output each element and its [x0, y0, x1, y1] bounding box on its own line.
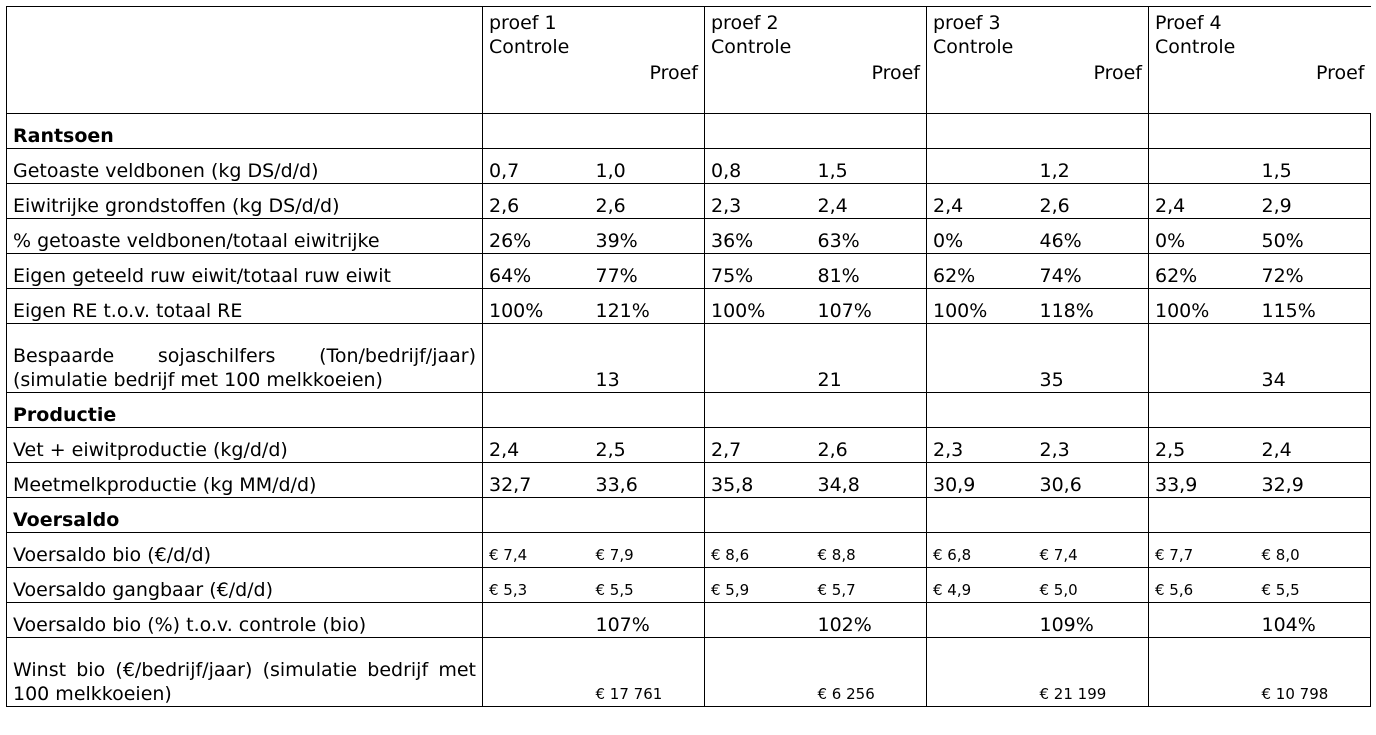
row-label: Vet + eiwitproductie (kg/d/d) [7, 428, 483, 463]
proef-value-cell: 33,6 [590, 463, 705, 498]
controle-value-cell [927, 603, 1034, 638]
proef-value-cell: 2,9 [1256, 184, 1371, 219]
controle-value-cell: 100% [1149, 289, 1256, 324]
row-label: % getoaste veldbonen/totaal eiwitrijke [7, 219, 483, 254]
proef-value-cell: € 8,0 [1256, 533, 1371, 568]
header-subtitle: Controle [933, 36, 1014, 58]
proef-value-cell: € 5,5 [590, 568, 705, 603]
controle-value-cell: 62% [927, 254, 1034, 289]
controle-value-cell: 2,4 [483, 428, 590, 463]
section-title: Rantsoen [7, 114, 483, 149]
proef-value-cell: 50% [1256, 219, 1371, 254]
empty-cell [1149, 114, 1371, 149]
proef-value-cell: € 8,8 [812, 533, 927, 568]
controle-value-cell: 2,6 [483, 184, 590, 219]
controle-value-cell: 30,9 [927, 463, 1034, 498]
empty-cell [705, 393, 927, 428]
table-row [7, 219, 1371, 254]
proef-value-cell: € 6 256 [812, 638, 927, 707]
controle-value-cell: € 5,6 [1149, 568, 1256, 603]
empty-cell [483, 114, 705, 149]
controle-value-cell [1149, 638, 1256, 707]
header-subtitle: Controle [711, 36, 792, 58]
section-title: Productie [7, 393, 483, 428]
proef-value-cell: 107% [590, 603, 705, 638]
proef-value-cell: € 7,9 [590, 533, 705, 568]
controle-value-cell [927, 324, 1034, 393]
controle-value-cell [927, 149, 1034, 184]
empty-cell [1149, 498, 1371, 533]
header-label-cell [7, 7, 483, 114]
proef-value-cell: 1,5 [1256, 149, 1371, 184]
controle-value-cell: 0% [1149, 219, 1256, 254]
controle-value-cell [1149, 324, 1256, 393]
controle-value-cell: € 7,4 [483, 533, 590, 568]
proef-value-cell: € 21 199 [1034, 638, 1149, 707]
header-title: proef 2 [711, 12, 779, 34]
proef-value-cell: € 17 761 [590, 638, 705, 707]
header-title: proef 3 [933, 12, 1001, 34]
controle-value-cell: 64% [483, 254, 590, 289]
row-label: Winst bio (€/bedrijf/jaar) (simulatie bedrijf met 100 melkkoeien) [7, 638, 483, 707]
proef-value-cell: 2,4 [1256, 428, 1371, 463]
header-row [7, 7, 1371, 114]
proef-value-cell: 74% [1034, 254, 1149, 289]
table-row [7, 428, 1371, 463]
controle-value-cell: € 4,9 [927, 568, 1034, 603]
empty-cell [483, 393, 705, 428]
controle-value-cell: 35,8 [705, 463, 812, 498]
controle-value-cell: 36% [705, 219, 812, 254]
proef-value-cell: 2,6 [812, 428, 927, 463]
proef-value-cell: € 10 798 [1256, 638, 1371, 707]
table-row [7, 568, 1371, 603]
controle-value-cell: 100% [483, 289, 590, 324]
table-row [7, 149, 1371, 184]
table-row [7, 533, 1371, 568]
controle-value-cell: 100% [705, 289, 812, 324]
proef-value-cell: 81% [812, 254, 927, 289]
proef-value-cell: 1,5 [812, 149, 927, 184]
controle-value-cell [483, 638, 590, 707]
header-title: proef 1 [489, 12, 557, 34]
controle-value-cell: 2,5 [1149, 428, 1256, 463]
proef-value-cell: 21 [812, 324, 927, 393]
controle-value-cell: € 6,8 [927, 533, 1034, 568]
table-row [7, 254, 1371, 289]
table-row [7, 603, 1371, 638]
proef-value-cell: 35 [1034, 324, 1149, 393]
table-row [7, 184, 1371, 219]
controle-value-cell [705, 638, 812, 707]
proef-value-cell: 121% [590, 289, 705, 324]
proef-value-cell: 77% [590, 254, 705, 289]
controle-value-cell [1149, 603, 1256, 638]
proef-value-cell: 2,6 [590, 184, 705, 219]
proef-value-cell: € 5,7 [812, 568, 927, 603]
controle-value-cell: 100% [927, 289, 1034, 324]
proef-value-cell: 102% [812, 603, 927, 638]
proef-value-cell: € 7,4 [1034, 533, 1149, 568]
proef-value-cell: 34 [1256, 324, 1371, 393]
table-body [7, 7, 1371, 707]
proef-value-cell: € 5,0 [1034, 568, 1149, 603]
table-row [7, 463, 1371, 498]
controle-value-cell: 75% [705, 254, 812, 289]
header-proef: Proef [1315, 62, 1365, 84]
section-title: Voersaldo [7, 498, 483, 533]
proef-value-cell: 30,6 [1034, 463, 1149, 498]
controle-value-cell: € 5,9 [705, 568, 812, 603]
table-row [7, 324, 1371, 393]
header-subtitle: Controle [489, 36, 570, 58]
header-subtitle: Controle [1155, 36, 1236, 58]
empty-cell [1149, 393, 1371, 428]
header-proef: Proef [871, 62, 920, 84]
controle-value-cell: 2,3 [927, 428, 1034, 463]
proef-value-cell: 32,9 [1256, 463, 1371, 498]
controle-value-cell: € 7,7 [1149, 533, 1256, 568]
section-row [7, 498, 1371, 533]
empty-cell [927, 393, 1149, 428]
controle-value-cell: 62% [1149, 254, 1256, 289]
controle-value-cell [705, 603, 812, 638]
controle-value-cell: 32,7 [483, 463, 590, 498]
proef-value-cell: 2,4 [812, 184, 927, 219]
proef-value-cell: 118% [1034, 289, 1149, 324]
row-label: Voersaldo bio (%) t.o.v. controle (bio) [7, 603, 483, 638]
controle-value-cell: 26% [483, 219, 590, 254]
empty-cell [483, 498, 705, 533]
controle-value-cell [1149, 149, 1256, 184]
controle-value-cell: 0,8 [705, 149, 812, 184]
header-title: Proef 4 [1155, 12, 1222, 34]
controle-value-cell: € 8,6 [705, 533, 812, 568]
proef-value-cell: 107% [812, 289, 927, 324]
table-row [7, 289, 1371, 324]
proef-value-cell: 46% [1034, 219, 1149, 254]
empty-cell [705, 114, 927, 149]
proef-value-cell: 2,5 [590, 428, 705, 463]
empty-cell [705, 498, 927, 533]
proef-value-cell: 72% [1256, 254, 1371, 289]
row-label: Eigen geteeld ruw eiwit/totaal ruw eiwit [7, 254, 483, 289]
proef-value-cell: 13 [590, 324, 705, 393]
controle-value-cell [705, 324, 812, 393]
controle-value-cell: 33,9 [1149, 463, 1256, 498]
proef-value-cell: 1,0 [590, 149, 705, 184]
row-label: Eigen RE t.o.v. totaal RE [7, 289, 483, 324]
section-row [7, 114, 1371, 149]
table-row [7, 638, 1371, 707]
proef-value-cell: 1,2 [1034, 149, 1149, 184]
proef-value-cell: 104% [1256, 603, 1371, 638]
controle-value-cell: 2,4 [927, 184, 1034, 219]
controle-value-cell: 2,4 [1149, 184, 1256, 219]
row-label: Meetmelkproductie (kg MM/d/d) [7, 463, 483, 498]
proef-value-cell: 34,8 [812, 463, 927, 498]
empty-cell [927, 114, 1149, 149]
row-label: Eiwitrijke grondstoffen (kg DS/d/d) [7, 184, 483, 219]
row-label: Voersaldo bio (€/d/d) [7, 533, 483, 568]
controle-value-cell: 2,3 [705, 184, 812, 219]
row-label: Voersaldo gangbaar (€/d/d) [7, 568, 483, 603]
proef-value-cell: 2,6 [1034, 184, 1149, 219]
header-proef: Proef [1093, 62, 1142, 84]
results-table [6, 6, 1371, 707]
controle-value-cell [927, 638, 1034, 707]
proef-value-cell: 63% [812, 219, 927, 254]
row-label: Getoaste veldbonen (kg DS/d/d) [7, 149, 483, 184]
header-proef: Proef [649, 62, 698, 84]
controle-value-cell [483, 324, 590, 393]
controle-value-cell: 2,7 [705, 428, 812, 463]
controle-value-cell: 0% [927, 219, 1034, 254]
header-cell-proef-3 [927, 7, 1149, 114]
controle-value-cell: 0,7 [483, 149, 590, 184]
proef-value-cell: 109% [1034, 603, 1149, 638]
header-cell-proef-1 [483, 7, 705, 114]
header-cell-proef-4 [1149, 7, 1371, 114]
row-label: Bespaarde sojaschilfers (Ton/bedrijf/jaar) (simulatie bedrijf met 100 melkkoeien) [7, 324, 483, 393]
controle-value-cell [483, 603, 590, 638]
proef-value-cell: € 5,5 [1256, 568, 1371, 603]
empty-cell [927, 498, 1149, 533]
proef-value-cell: 115% [1256, 289, 1371, 324]
proef-value-cell: 2,3 [1034, 428, 1149, 463]
header-cell-proef-2 [705, 7, 927, 114]
proef-value-cell: 39% [590, 219, 705, 254]
section-row [7, 393, 1371, 428]
controle-value-cell: € 5,3 [483, 568, 590, 603]
